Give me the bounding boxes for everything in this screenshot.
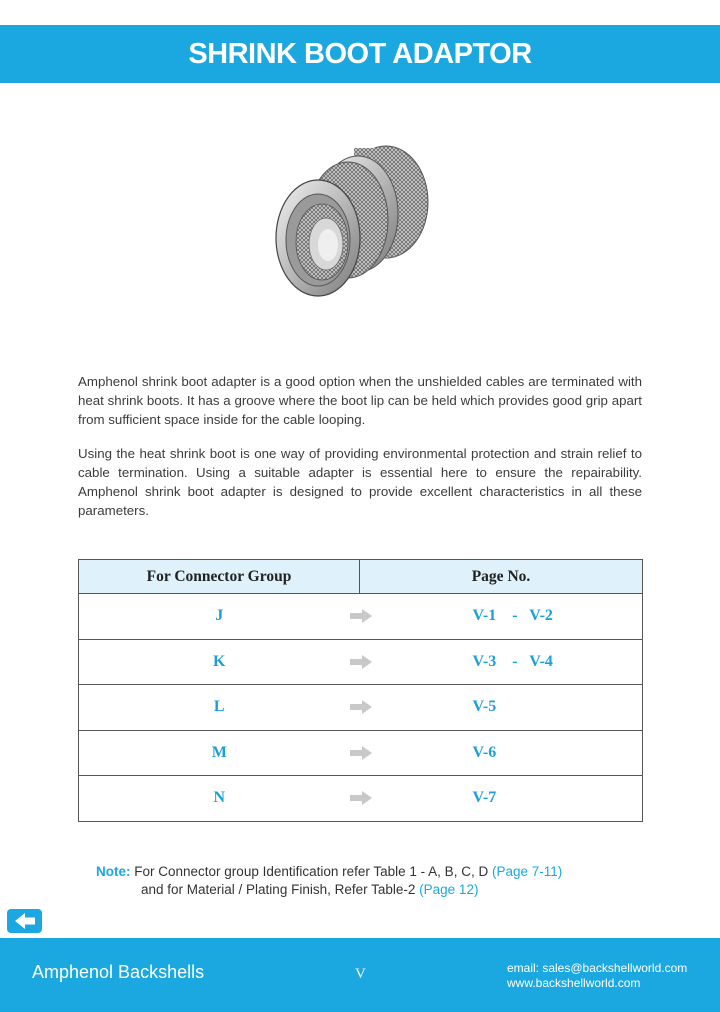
footer-contact	[507, 961, 687, 991]
page-number: V	[355, 966, 366, 982]
page-cell[interactable]: V-1 - V-2	[361, 594, 643, 640]
page-cell[interactable]: V-7	[361, 776, 643, 822]
page-cell[interactable]: V-5	[361, 685, 643, 731]
note-ref-1[interactable]: (Page 7-11)	[491, 864, 563, 879]
page-header	[0, 25, 720, 83]
note	[96, 863, 562, 899]
arrow-left-icon	[7, 909, 42, 933]
intro-paragraph-2: Using the heat shrink boot is one way of providing environmental protection and strain relief to cable termination. Using a suitable adapter is essential here to ensure the repairability. Amphenol shrink boot adapter is designed to provide excellent characteristics in all these parameters.	[78, 446, 642, 518]
arrow-right-icon	[350, 791, 372, 805]
connector-group-table	[78, 559, 643, 822]
arrow-right-icon	[350, 609, 372, 623]
column-header-page: Page No.	[360, 560, 643, 594]
page-cell[interactable]: V-3 - V-4	[361, 639, 643, 685]
page-cell[interactable]: V-6	[361, 730, 643, 776]
table-row	[79, 639, 643, 685]
column-header-group: For Connector Group	[79, 560, 360, 594]
group-cell: N	[79, 776, 360, 822]
group-cell: K	[79, 639, 360, 685]
table-row	[79, 776, 643, 822]
intro-paragraph-1: Amphenol shrink boot adapter is a good option when the unshielded cables are terminated with heat shrink boots. It has a groove where the boot lip can be held which provides good grip apart from sufficient space inside for the cable looping.	[78, 374, 642, 427]
group-cell: M	[79, 730, 360, 776]
note-ref-2[interactable]: (Page 12)	[419, 882, 479, 897]
group-cell: L	[79, 685, 360, 731]
table-row	[79, 730, 643, 776]
note-label: Note:	[96, 864, 131, 879]
note-line-1: For Connector group Identification refer Table 1 - A, B, C, D	[134, 864, 489, 879]
footer-email[interactable]: email: sales@backshellworld.com	[507, 961, 688, 975]
note-line-2: and for Material / Plating Finish, Refer Table-2	[141, 882, 416, 897]
footer-website[interactable]: www.backshellworld.com	[507, 976, 641, 990]
page-footer	[0, 938, 720, 1012]
footer-brand: Amphenol Backshells	[32, 962, 205, 982]
arrow-right-icon	[350, 746, 372, 760]
arrow-right-icon	[350, 655, 372, 669]
shrink-boot-adaptor-image	[266, 130, 446, 310]
back-button[interactable]	[7, 909, 42, 933]
arrow-right-icon	[350, 700, 372, 714]
table-row	[79, 594, 643, 640]
group-cell: J	[79, 594, 360, 640]
page-title: SHRINK BOOT ADAPTOR	[188, 37, 532, 70]
table-row	[79, 685, 643, 731]
